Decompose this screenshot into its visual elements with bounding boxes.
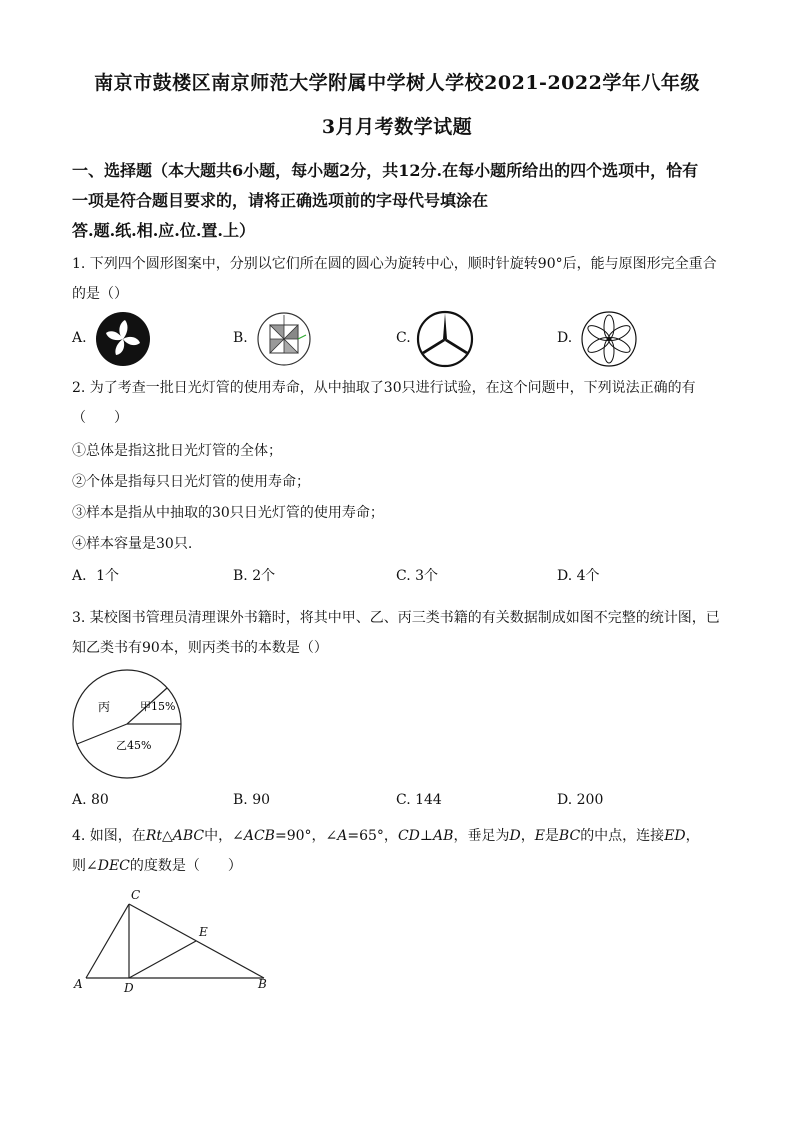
q2-statement-3: ③样本是指从中抽取的30只日光灯管的使用寿命； xyxy=(72,505,384,521)
q4-stem-line2 xyxy=(72,855,242,875)
q4-text-2b: DEC xyxy=(97,858,130,874)
section1-heading-line2: 一项是符合题目要求的，请将正确选项前的字母代号填涂在 xyxy=(72,191,489,210)
q2-option-c: C. 3个 xyxy=(396,568,439,584)
q4-stem-line1 xyxy=(72,825,700,845)
q3-option-d: D. 200 xyxy=(557,792,604,808)
q3-option-c: C. 144 xyxy=(396,792,442,808)
q1-option-b-label: B. xyxy=(233,330,248,346)
pie-label-yi: 乙45% xyxy=(116,739,152,752)
document-title-line1: 南京市鼓楼区南京师范大学附属中学树人学校2021-2022学年八年级 xyxy=(94,72,700,94)
q4-text-2a: 则∠ xyxy=(72,858,98,874)
q4-text-k: ，垂足为 xyxy=(453,828,510,844)
q4-text-a: 4. 如图，在 xyxy=(72,828,146,844)
q2-option-b: B. 2个 xyxy=(233,568,276,584)
section1-heading-line1: 一、选择题（本大题共6小题，每小题2分，共12分.在每小题所给出的四个选项中，恰有 xyxy=(72,161,699,180)
q4-text-r: ED xyxy=(664,828,686,844)
q1-option-c-figure xyxy=(416,310,474,368)
q4-text-m: ， xyxy=(520,828,535,844)
q2-statement-2: ②个体是指每只日光灯管的使用寿命； xyxy=(72,474,310,490)
q4-text-n: E xyxy=(534,828,545,844)
q4-text-b: Rt△ABC xyxy=(145,828,205,844)
q1-option-d-figure xyxy=(580,310,638,368)
q4-text-q: 的中点，连接 xyxy=(580,828,665,844)
q4-text-p: BC xyxy=(558,828,581,844)
q4-text-2c: 的度数是（ ） xyxy=(129,858,242,874)
q2-stem-line2: （ ） xyxy=(72,410,128,426)
section1-heading-line3: 答.题.纸.相.应.位.置.上） xyxy=(72,221,255,240)
q4-text-i: ⊥ xyxy=(419,828,434,844)
vertex-label-a: A xyxy=(74,977,83,991)
q2-option-d: D. 4个 xyxy=(557,568,600,584)
vertex-label-c: C xyxy=(131,888,141,902)
q1-stem-line2: 的是（） xyxy=(72,286,128,302)
q4-text-j: AB xyxy=(433,828,454,844)
q3-pie-chart xyxy=(70,667,184,781)
document-title-line2: 3月月考数学试题 xyxy=(321,116,473,138)
vertex-label-d: D xyxy=(124,981,134,995)
q4-text-h: CD xyxy=(397,828,420,844)
pie-label-jia: 甲15% xyxy=(140,700,176,713)
q2-statement-4: ④样本容量是30只. xyxy=(72,536,193,552)
pie-label-bing: 丙 xyxy=(98,700,111,714)
q3-stem-line2: 知乙类书有90本，则丙类书的本数是（） xyxy=(72,640,328,656)
q4-text-e: =90°，∠ xyxy=(274,828,338,844)
q3-stem-line1: 3. 某校图书管理员清理课外书籍时，将其中甲、乙、丙三类书籍的有关数据制成如图不完整的统计图，已 xyxy=(72,610,720,626)
q4-text-l: D xyxy=(509,828,521,844)
vertex-label-b: B xyxy=(258,977,267,991)
q4-triangle-figure xyxy=(70,882,280,997)
q1-option-c-label: C. xyxy=(396,330,411,346)
q2-statement-1: ①总体是指这批日光灯管的全体； xyxy=(72,443,282,459)
vertex-label-e: E xyxy=(199,925,208,939)
q4-text-f: A xyxy=(337,828,348,844)
q4-text-s: ， xyxy=(685,828,700,844)
q4-text-g: =65°， xyxy=(347,828,398,844)
q3-option-a: A. 80 xyxy=(72,792,109,808)
q1-stem-line1: 1. 下列四个圆形图案中，分别以它们所在圆的圆心为旋转中心，顺时针旋转90°后，能与原图形完全重合 xyxy=(72,256,717,272)
q3-option-b: B. 90 xyxy=(233,792,271,808)
q4-text-o: 是 xyxy=(544,828,559,844)
q2-option-a: A．1个 xyxy=(72,568,120,584)
q2-stem-line1: 2. 为了考查一批日光灯管的使用寿命，从中抽取了30只进行试验，在这个问题中，下列说法正确的有 xyxy=(72,380,696,396)
q1-option-b-figure xyxy=(256,311,312,367)
q1-option-a-label: A. xyxy=(72,330,87,346)
q4-text-c: 中，∠ xyxy=(204,828,244,844)
q4-text-d: ACB xyxy=(243,828,275,844)
q1-option-d-label: D. xyxy=(557,330,573,346)
q1-option-a-figure xyxy=(95,311,151,367)
